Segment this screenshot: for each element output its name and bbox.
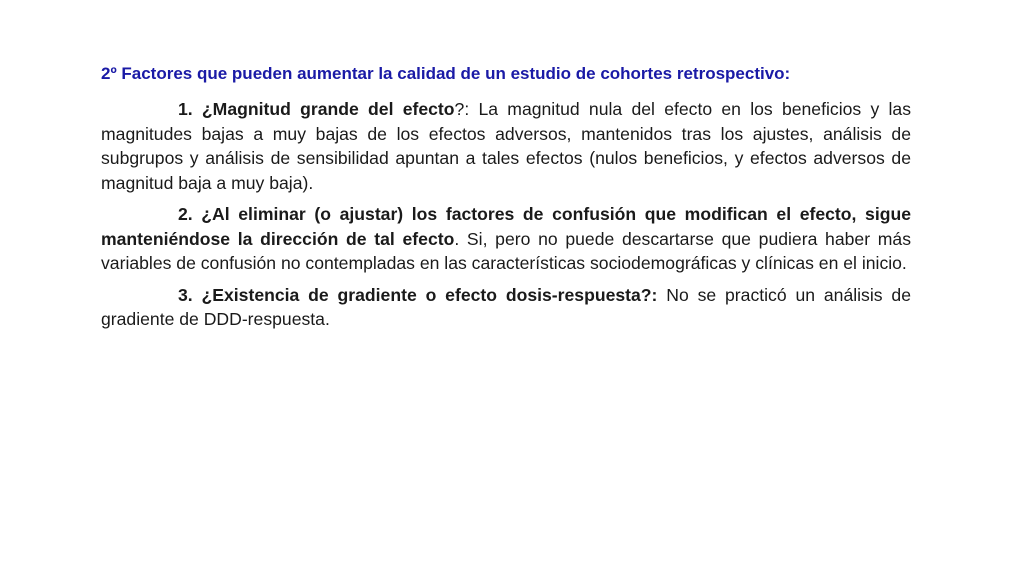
slide-heading: 2º Factores que pueden aumentar la calidad de un estudio de cohortes retrospectivo: (101, 64, 791, 83)
point-confounders-answer: . Si, pero no puede descartarse que pudiera haber más variables de confusión no contempladas en las características sociodemográficas y clínicas en el inicio. (101, 228, 911, 273)
point-magnitude (101, 97, 911, 195)
slide-content (101, 62, 911, 339)
point-gradient (101, 283, 911, 332)
point-gradient-question: 3. ¿Existencia de gradiente o efecto dosis-respuesta?: (178, 284, 658, 305)
point-confounders (101, 202, 911, 276)
point-confounders-question: 2. ¿Al eliminar (o ajustar) los factores de confusión que modifican el efecto, sigue manteniéndose la dirección de tal efecto (101, 204, 911, 249)
point-magnitude-question: 1. ¿Magnitud grande del efecto (178, 99, 455, 119)
point-gradient-answer: No se practicó un análisis de gradiente de DDD-respuesta. (101, 284, 911, 329)
point-magnitude-answer: ?: La magnitud nula del efecto en los beneficios y las magnitudes bajas a muy bajas de los efectos adversos, mantenidos tras los ajustes, análisis de subgrupos y análisis de sensibilidad apuntan a tales efectos (nulos beneficios, y efectos adversos de magnitud baja a muy baja). (101, 99, 911, 193)
